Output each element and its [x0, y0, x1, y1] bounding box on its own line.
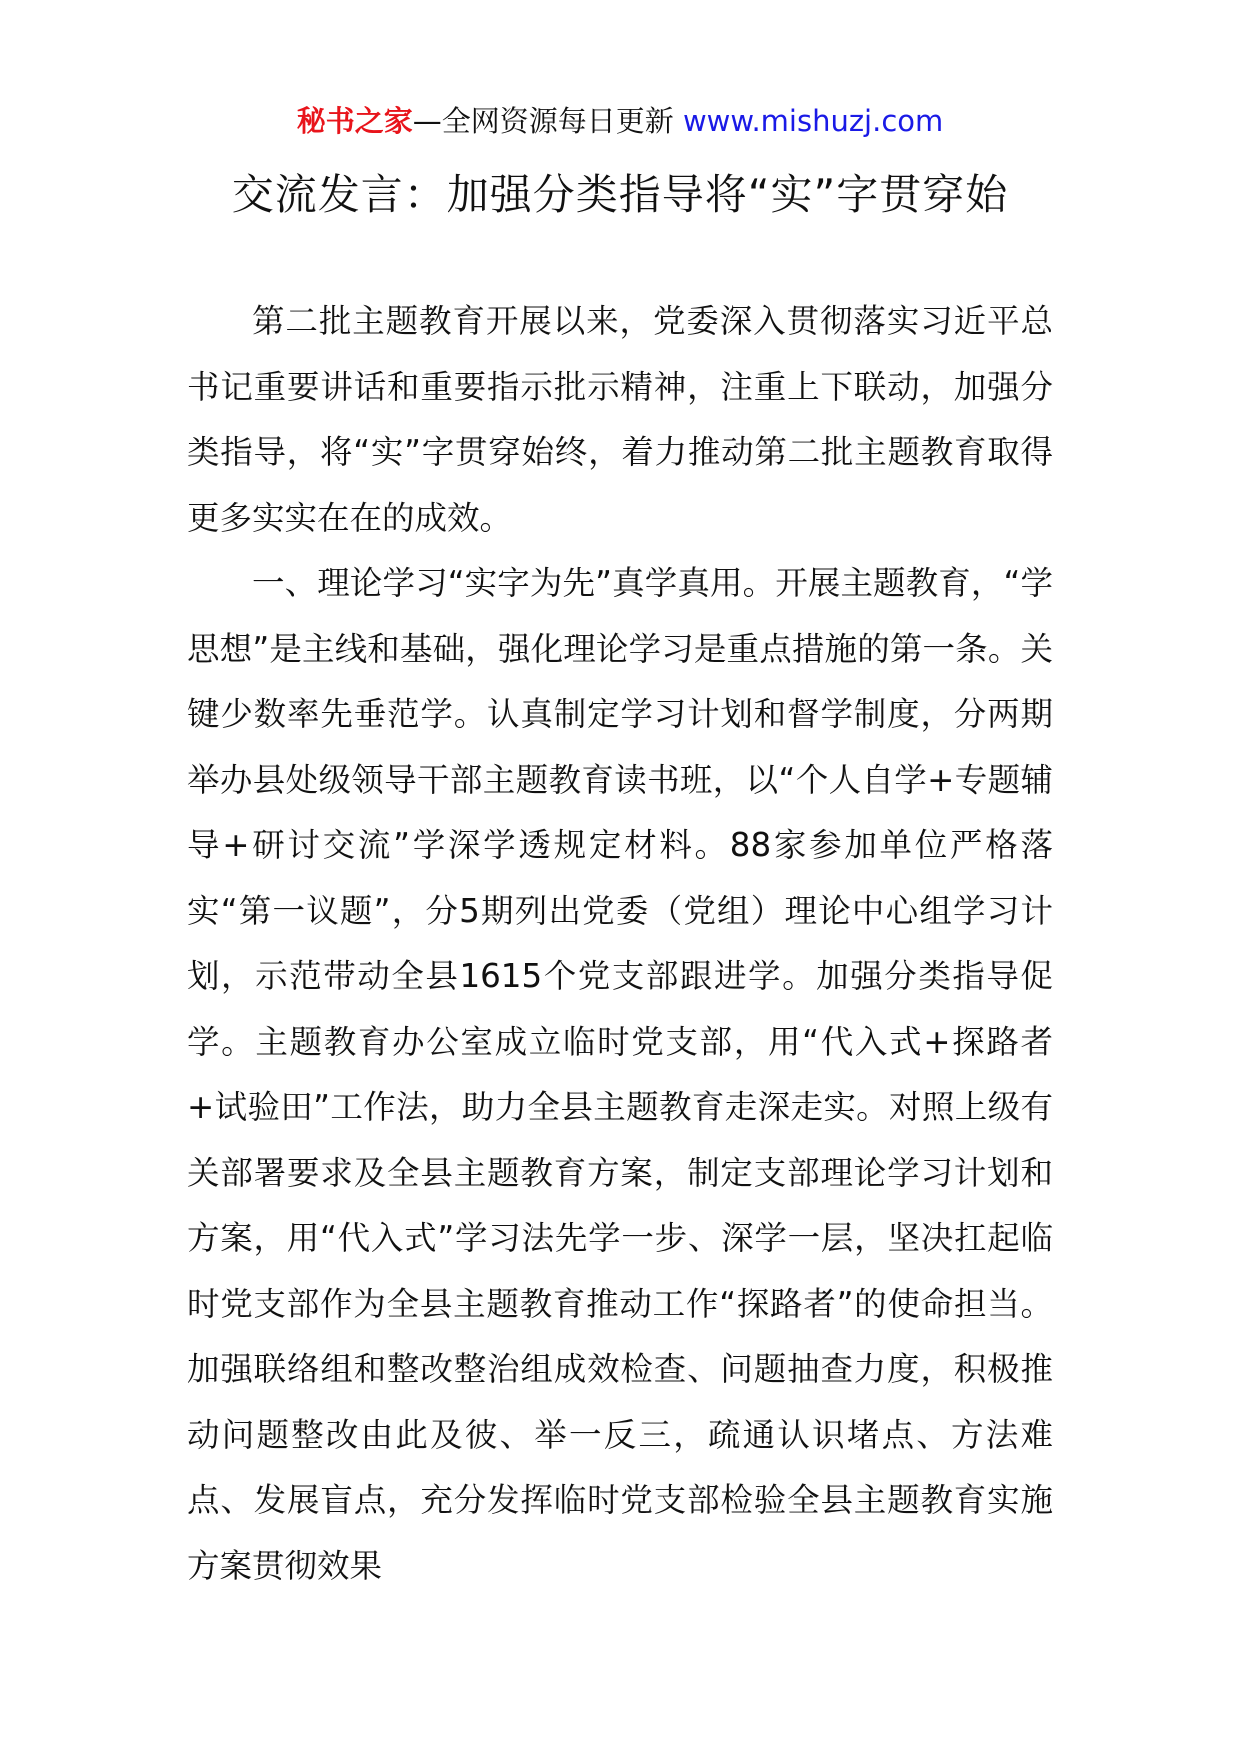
header-tagline: —全网资源每日更新: [412, 104, 683, 138]
site-header: [0, 101, 1240, 141]
site-url-link[interactable]: www.mishuzj.com: [682, 104, 944, 138]
paragraph-section-1: 一、理论学习“实字为先”真学真用。开展主题教育，“学思想”是主线和基础，强化理论学习是重点措施的第一条。关键少数率先垂范学。认真制定学习计划和督学制度，分两期举办县处级领导干部主题教育读书班，以“个人自学+专题辅导+研讨交流”学深学透规定材料。88家参加单位严格落实“第一议题”，分5期列出党委（党组）理论中心组学习计划，示范带动全县1615个党支部跟进学。加强分类指导促学。主题教育办公室成立临时党支部，用“代入式+探路者+试验田”工作法，助力全县主题教育走深走实。对照上级有关部署要求及全县主题教育方案，制定支部理论学习计划和方案，用“代入式”学习法先学一步、深学一层，坚决扛起临时党支部作为全县主题教育推动工作“探路者”的使命担当。加强联络组和整改整治组成效检查、问题抽查力度，积极推动问题整改由此及彼、举一反三，疏通认识堵点、方法难点、发展盲点，充分发挥临时党支部检验全县主题教育实施方案贯彻效果: [187, 564, 1053, 1585]
paragraph-intro: 第二批主题教育开展以来，党委深入贯彻落实习近平总书记重要讲话和重要指示批示精神，注重上下联动，加强分类指导，将“实”字贯穿始终，着力推动第二批主题教育取得更多实实在在的成效。: [187, 302, 1053, 537]
document-body: [187, 289, 1053, 1599]
document-title: 交流发言：加强分类指导将“实”字贯穿始: [231, 170, 1009, 219]
brand-name: 秘书之家: [296, 104, 413, 138]
